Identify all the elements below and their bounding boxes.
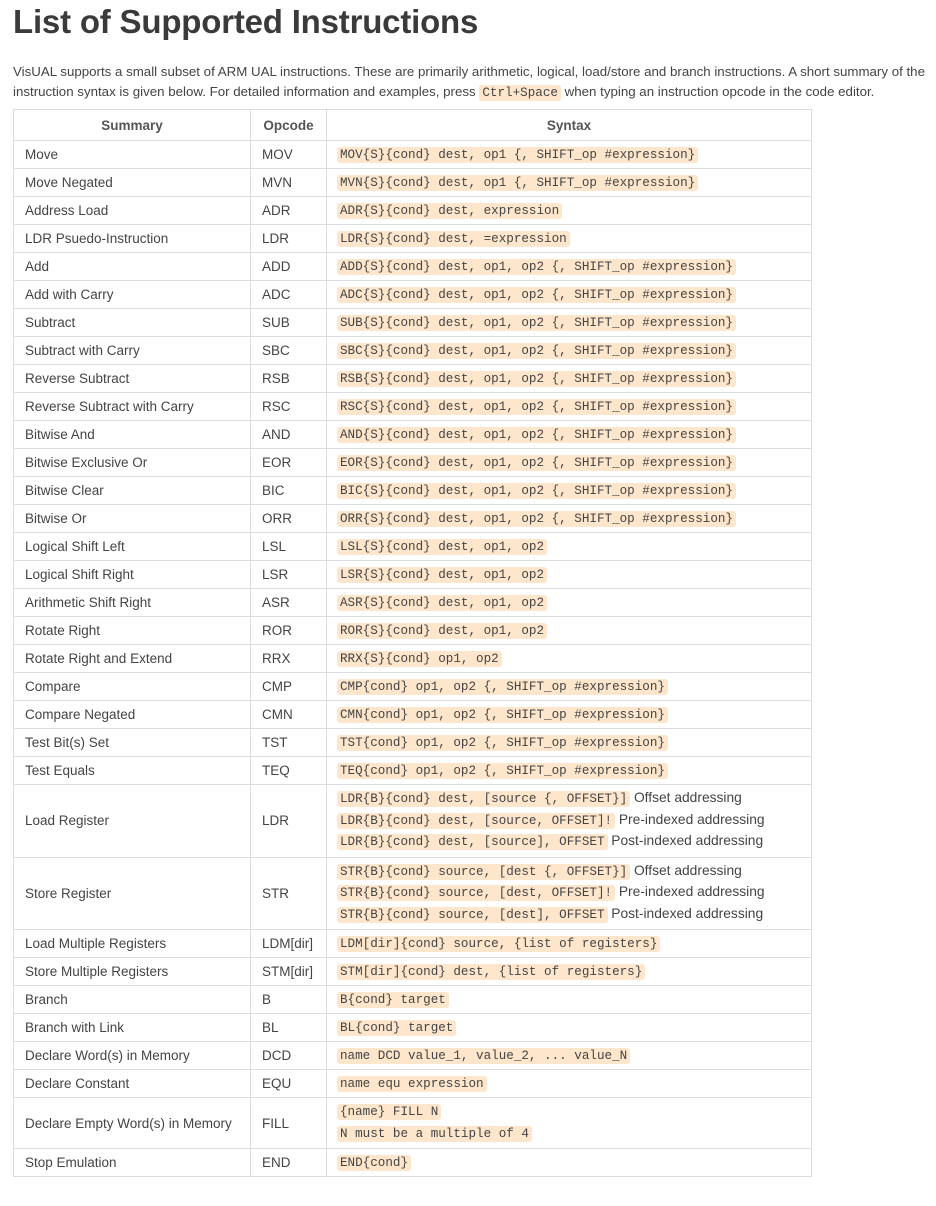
cell-syntax [327,1014,812,1042]
syntax-code: LDR{B}{cond} dest, [source {, OFFSET}] [337,791,630,807]
cell-opcode: AND [251,421,327,449]
cell-opcode: RSC [251,393,327,421]
syntax-code: {name} FILL N [337,1104,441,1120]
syntax-code: ADC{S}{cond} dest, op1, op2 {, SHIFT_op #expression} [337,287,736,303]
syntax-code: LDR{B}{cond} dest, [source], OFFSET [337,834,608,850]
cell-opcode: ASR [251,589,327,617]
cell-syntax [327,729,812,757]
table-row [14,1014,812,1042]
syntax-line [337,788,800,810]
cell-syntax [327,169,812,197]
instructions-table [13,109,812,1177]
cell-opcode: ORR [251,505,327,533]
syntax-code: TST{cond} op1, op2 {, SHIFT_op #expression} [337,735,668,751]
cell-syntax [327,986,812,1014]
syntax-line [337,676,800,698]
table-row [14,393,812,421]
syntax-code: LDR{B}{cond} dest, [source, OFFSET]! [337,813,615,829]
cell-summary: Move [14,141,251,169]
cell-opcode: STR [251,857,327,930]
cell-opcode: CMN [251,701,327,729]
table-row [14,281,812,309]
table-header [14,110,812,141]
cell-summary: Declare Constant [14,1070,251,1098]
cell-syntax [327,421,812,449]
cell-summary: Branch [14,986,251,1014]
cell-opcode: BIC [251,477,327,505]
cell-summary: Bitwise And [14,421,251,449]
cell-syntax [327,589,812,617]
syntax-code: ADD{S}{cond} dest, op1, op2 {, SHIFT_op #expression} [337,259,736,275]
table-row [14,197,812,225]
cell-summary: Rotate Right [14,617,251,645]
cell-summary: Test Bit(s) Set [14,729,251,757]
syntax-note: Pre-indexed addressing [618,884,765,899]
table-row [14,1149,812,1177]
cell-opcode: EOR [251,449,327,477]
table-row [14,729,812,757]
table-row [14,1098,812,1149]
syntax-line [337,1073,800,1095]
cell-syntax [327,505,812,533]
syntax-code: LSL{S}{cond} dest, op1, op2 [337,539,547,555]
syntax-code: STR{B}{cond} source, [dest], OFFSET [337,907,608,923]
cell-summary: Move Negated [14,169,251,197]
table-row [14,365,812,393]
cell-opcode: RSB [251,365,327,393]
cell-summary: Add with Carry [14,281,251,309]
cell-summary: Address Load [14,197,251,225]
cell-syntax [327,141,812,169]
cell-syntax [327,561,812,589]
syntax-line [337,732,800,754]
cell-opcode: ADD [251,253,327,281]
syntax-code: AND{S}{cond} dest, op1, op2 {, SHIFT_op #expression} [337,427,736,443]
syntax-code: ADR{S}{cond} dest, expression [337,203,562,219]
syntax-code: BL{cond} target [337,1020,456,1036]
cell-opcode: MVN [251,169,327,197]
cell-syntax [327,857,812,930]
syntax-code: END{cond} [337,1155,411,1171]
table-row [14,1070,812,1098]
intro-text-after: when typing an instruction opcode in the code editor. [560,83,875,99]
cell-syntax [327,197,812,225]
syntax-code: EOR{S}{cond} dest, op1, op2 {, SHIFT_op #expression} [337,455,736,471]
cell-syntax [327,449,812,477]
cell-summary: Reverse Subtract with Carry [14,393,251,421]
cell-summary: Load Multiple Registers [14,930,251,958]
cell-opcode: SBC [251,337,327,365]
cell-summary: Logical Shift Right [14,561,251,589]
table-row [14,785,812,858]
cell-syntax [327,281,812,309]
cell-syntax [327,337,812,365]
syntax-code: ASR{S}{cond} dest, op1, op2 [337,595,547,611]
cell-summary: Declare Word(s) in Memory [14,1042,251,1070]
cell-syntax [327,1098,812,1149]
cell-syntax [327,785,812,858]
cell-syntax [327,1070,812,1098]
syntax-line [337,1017,800,1039]
cell-opcode: CMP [251,673,327,701]
table-row [14,225,812,253]
cell-opcode: LSL [251,533,327,561]
syntax-code: MOV{S}{cond} dest, op1 {, SHIFT_op #expression} [337,147,698,163]
syntax-code: CMP{cond} op1, op2 {, SHIFT_op #expression} [337,679,668,695]
syntax-note: Offset addressing [633,790,742,805]
cell-syntax [327,617,812,645]
cell-summary: Branch with Link [14,1014,251,1042]
cell-syntax [327,673,812,701]
table-row [14,986,812,1014]
cell-syntax [327,365,812,393]
syntax-note: Pre-indexed addressing [618,811,765,827]
syntax-code: ROR{S}{cond} dest, op1, op2 [337,623,547,639]
cell-summary: Rotate Right and Extend [14,645,251,673]
cell-syntax [327,958,812,986]
table-row [14,421,812,449]
syntax-code: STM[dir]{cond} dest, {list of registers} [337,964,645,980]
cell-opcode: TEQ [251,757,327,785]
page-title: List of Supported Instructions [13,3,479,40]
table-row [14,141,812,169]
syntax-code: CMN{cond} op1, op2 {, SHIFT_op #expression} [337,707,668,723]
syntax-line [337,396,800,418]
syntax-code: ORR{S}{cond} dest, op1, op2 {, SHIFT_op #expression} [337,511,736,527]
syntax-code: B{cond} target [337,992,449,1008]
syntax-line [337,861,800,883]
intro-text-before: VisUAL supports a small subset of ARM UAL instructions. These are primarily arithmetic, logical, load/store and branch instructions. A short summary of the instruction syntax is given below. For detailed information and examples, press [13,64,925,99]
cell-syntax [327,253,812,281]
intro-paragraph [13,62,931,103]
syntax-line [337,760,800,782]
syntax-line [337,961,800,983]
syntax-line [337,536,800,558]
cell-summary: Compare Negated [14,701,251,729]
syntax-code: RSC{S}{cond} dest, op1, op2 {, SHIFT_op #expression} [337,399,736,415]
syntax-code: TEQ{cond} op1, op2 {, SHIFT_op #expression} [337,763,668,779]
cell-opcode: ROR [251,617,327,645]
table-row [14,449,812,477]
table-row [14,617,812,645]
syntax-line [337,200,800,222]
cell-summary: Bitwise Or [14,505,251,533]
syntax-line [337,1152,800,1174]
cell-summary: Subtract [14,309,251,337]
cell-syntax [327,393,812,421]
cell-opcode: LDR [251,785,327,858]
header-opcode: Opcode [251,110,327,141]
table-row [14,930,812,958]
table-body [14,141,812,1177]
syntax-line [337,508,800,530]
table-row [14,857,812,930]
syntax-line [337,831,800,853]
syntax-line [337,1045,800,1067]
cell-summary: Declare Empty Word(s) in Memory [14,1098,251,1149]
syntax-code: MVN{S}{cond} dest, op1 {, SHIFT_op #expression} [337,175,698,191]
table-row [14,337,812,365]
syntax-code: RSB{S}{cond} dest, op1, op2 {, SHIFT_op #expression} [337,371,736,387]
syntax-code: N must be a multiple of 4 [337,1126,532,1142]
syntax-line [337,368,800,390]
cell-summary: Store Multiple Registers [14,958,251,986]
cell-summary: Load Register [14,785,251,858]
table-row [14,253,812,281]
table-row [14,673,812,701]
syntax-line [337,904,800,926]
syntax-line [337,620,800,642]
shortcut-code: Ctrl+Space [479,85,561,101]
cell-summary: Arithmetic Shift Right [14,589,251,617]
syntax-line [337,284,800,306]
cell-syntax [327,701,812,729]
syntax-note: Post-indexed addressing [611,833,764,848]
syntax-line [337,989,800,1011]
cell-syntax [327,757,812,785]
syntax-line [337,424,800,446]
syntax-line [337,648,800,670]
cell-summary: Store Register [14,857,251,930]
cell-summary: LDR Psuedo-Instruction [14,225,251,253]
cell-syntax [327,930,812,958]
syntax-line [337,1101,800,1123]
syntax-line [337,1123,800,1145]
cell-opcode: EQU [251,1070,327,1098]
syntax-code: STR{B}{cond} source, [dest {, OFFSET}] [337,864,630,880]
syntax-line [337,704,800,726]
cell-opcode: ADR [251,197,327,225]
cell-opcode: TST [251,729,327,757]
syntax-line [337,564,800,586]
syntax-line [337,810,800,832]
table-row [14,701,812,729]
syntax-line [337,228,800,250]
syntax-code: RRX{S}{cond} op1, op2 [337,651,502,667]
syntax-code: BIC{S}{cond} dest, op1, op2 {, SHIFT_op #expression} [337,483,736,499]
cell-summary: Test Equals [14,757,251,785]
cell-summary: Add [14,253,251,281]
syntax-line [337,882,800,904]
syntax-note: Post-indexed addressing [611,905,764,921]
table-row [14,505,812,533]
header-syntax: Syntax [327,110,812,141]
syntax-line [337,592,800,614]
cell-syntax [327,225,812,253]
cell-opcode: END [251,1149,327,1177]
syntax-line [337,312,800,334]
table-row [14,561,812,589]
cell-summary: Bitwise Clear [14,477,251,505]
cell-opcode: MOV [251,141,327,169]
cell-opcode: LSR [251,561,327,589]
syntax-code: STR{B}{cond} source, [dest, OFFSET]! [337,885,615,901]
syntax-line [337,144,800,166]
cell-syntax [327,477,812,505]
cell-syntax [327,645,812,673]
cell-opcode: B [251,986,327,1014]
cell-opcode: SUB [251,309,327,337]
cell-summary: Subtract with Carry [14,337,251,365]
table-row [14,589,812,617]
cell-summary: Reverse Subtract [14,365,251,393]
header-row [14,110,812,141]
cell-summary: Bitwise Exclusive Or [14,449,251,477]
cell-opcode: RRX [251,645,327,673]
cell-syntax [327,1149,812,1177]
table-row [14,757,812,785]
table-row [14,958,812,986]
cell-opcode: FILL [251,1098,327,1149]
cell-opcode: STM[dir] [251,958,327,986]
cell-syntax [327,533,812,561]
cell-summary: Logical Shift Left [14,533,251,561]
syntax-code: SBC{S}{cond} dest, op1, op2 {, SHIFT_op #expression} [337,343,736,359]
syntax-code: name equ expression [337,1076,487,1092]
header-summary: Summary [14,110,251,141]
cell-summary: Compare [14,673,251,701]
syntax-line [337,172,800,194]
table-row [14,1042,812,1070]
cell-opcode: LDM[dir] [251,930,327,958]
syntax-note: Offset addressing [633,862,742,878]
cell-summary: Stop Emulation [14,1149,251,1177]
syntax-code: LSR{S}{cond} dest, op1, op2 [337,567,547,583]
syntax-line [337,480,800,502]
table-row [14,477,812,505]
table-row [14,309,812,337]
cell-opcode: DCD [251,1042,327,1070]
syntax-line [337,256,800,278]
cell-opcode: BL [251,1014,327,1042]
table-row [14,645,812,673]
syntax-code: LDM[dir]{cond} source, {list of registers} [337,936,660,952]
syntax-line [337,933,800,955]
cell-opcode: ADC [251,281,327,309]
syntax-line [337,452,800,474]
syntax-code: SUB{S}{cond} dest, op1, op2 {, SHIFT_op #expression} [337,315,736,331]
syntax-code: LDR{S}{cond} dest, =expression [337,231,570,247]
syntax-line [337,340,800,362]
table-row [14,533,812,561]
syntax-code: name DCD value_1, value_2, ... value_N [337,1048,630,1064]
table-row [14,169,812,197]
cell-syntax [327,1042,812,1070]
cell-syntax [327,309,812,337]
cell-opcode: LDR [251,225,327,253]
